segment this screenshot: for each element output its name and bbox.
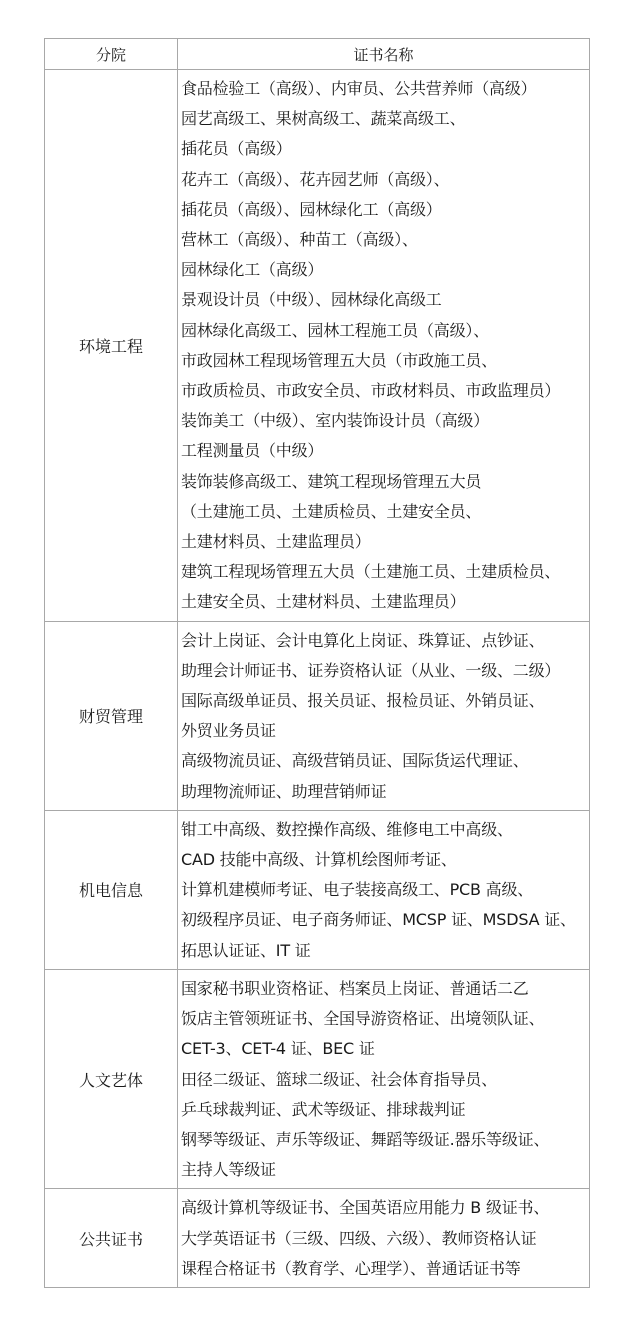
certificate-line: （土建施工员、土建质检员、土建安全员、 xyxy=(181,501,482,521)
certificate-line: 市政园林工程现场管理五大员（市政施工员、 xyxy=(181,350,498,370)
certificate-line: 景观设计员（中级）、园林绿化高级工 xyxy=(181,290,442,310)
certificates-cell xyxy=(178,810,590,969)
certificate-table xyxy=(44,38,590,1288)
department-cell: 人文艺体 xyxy=(45,969,178,1188)
certificate-line: 花卉工（高级）、花卉园艺师（高级）、 xyxy=(181,169,450,189)
certificate-line: 国际高级单证员、报关员证、报检员证、外销员证、 xyxy=(181,691,545,711)
certificate-line: 高级物流员证、高级营销员证、国际货运代理证、 xyxy=(181,751,529,771)
department-cell: 公共证书 xyxy=(45,1189,178,1288)
certificate-line: 土建材料员、土建监理员） xyxy=(181,532,371,552)
certificate-line: 食品检验工（高级）、内审员、公共营养师（高级） xyxy=(181,79,537,98)
certificate-line: 计算机建模师考证、电子装接高级工、PCB 高级、 xyxy=(181,880,534,900)
certificate-line: 国家秘书职业资格证、档案员上岗证、普通话二乙 xyxy=(181,978,529,998)
table-body xyxy=(45,70,590,1288)
certificates-cell xyxy=(178,969,590,1188)
certificate-line: 插花员（高级） xyxy=(181,139,292,159)
table-row xyxy=(45,969,590,1188)
certificate-line: 插花员（高级）、园林绿化工（高级） xyxy=(181,199,442,219)
certificate-line: 外贸业务员证 xyxy=(181,721,276,741)
certificate-line: 营林工（高级）、种苗工（高级）、 xyxy=(181,230,418,250)
certificate-line: 助理物流师证、助理营销师证 xyxy=(181,781,387,801)
table-row xyxy=(45,70,590,622)
certificate-line: 田径二级证、篮球二级证、社会体育指导员、 xyxy=(181,1069,498,1089)
certificate-line: 大学英语证书（三级、四级、六级）、教师资格认证 xyxy=(181,1228,537,1248)
certificate-line: 装饰装修高级工、建筑工程现场管理五大员 xyxy=(181,471,482,491)
table-row xyxy=(45,621,590,810)
certificate-line: 课程合格证书（教育学、心理学）、普通话证书等 xyxy=(181,1258,521,1278)
certificates-cell xyxy=(178,621,590,810)
certificate-line: 会计上岗证、会计电算化上岗证、珠算证、点钞证、 xyxy=(181,630,545,650)
certificates-cell xyxy=(178,1189,590,1288)
department-cell: 财贸管理 xyxy=(45,621,178,810)
department-cell: 机电信息 xyxy=(45,810,178,969)
table-row xyxy=(45,810,590,969)
certificate-line: CAD 技能中高级、计算机绘图师考证、 xyxy=(181,850,457,870)
certificate-line: 主持人等级证 xyxy=(181,1160,276,1180)
certificate-line: 初级程序员证、电子商务师证、MCSP 证、MSDSA 证、 xyxy=(181,910,576,930)
certificate-line: 市政质检员、市政安全员、市政材料员、市政监理员） xyxy=(181,381,561,401)
certificate-line: 乒乓球裁判证、武术等级证、排球裁判证 xyxy=(181,1099,466,1119)
header-certificate-name: 证书名称 xyxy=(178,39,590,70)
table-row xyxy=(45,1189,590,1288)
certificate-line: 建筑工程现场管理五大员（土建施工员、土建质检员、 xyxy=(181,562,561,582)
certificates-cell xyxy=(178,70,590,622)
certificate-line: 园艺高级工、果树高级工、蔬菜高级工、 xyxy=(181,109,466,129)
certificate-line: 园林绿化高级工、园林工程施工员（高级）、 xyxy=(181,320,490,340)
certificate-line: 土建安全员、土建材料员、土建监理员） xyxy=(181,592,466,612)
certificate-line: 园林绿化工（高级） xyxy=(181,260,324,280)
header-department: 分院 xyxy=(45,39,178,70)
certificate-line: 工程测量员（中级） xyxy=(181,441,324,461)
certificate-line: 饭店主管领班证书、全国导游资格证、出境领队证、 xyxy=(181,1009,545,1029)
certificate-line: 拓思认证证、IT 证 xyxy=(181,940,311,960)
department-cell: 环境工程 xyxy=(45,70,178,622)
certificate-line: 钢琴等级证、声乐等级证、舞蹈等级证.器乐等级证、 xyxy=(181,1129,550,1149)
certificate-line: 装饰美工（中级）、室内装饰设计员（高级） xyxy=(181,411,490,431)
certificate-line: 高级计算机等级证书、全国英语应用能力 B 级证书、 xyxy=(181,1198,550,1218)
certificate-line: 助理会计师证书、证券资格认证（从业、一级、二级） xyxy=(181,660,561,680)
certificate-line: CET-3、CET-4 证、BEC 证 xyxy=(181,1039,375,1059)
header-row xyxy=(45,39,590,70)
certificate-line: 钳工中高级、数控操作高级、维修电工中高级、 xyxy=(181,819,513,839)
